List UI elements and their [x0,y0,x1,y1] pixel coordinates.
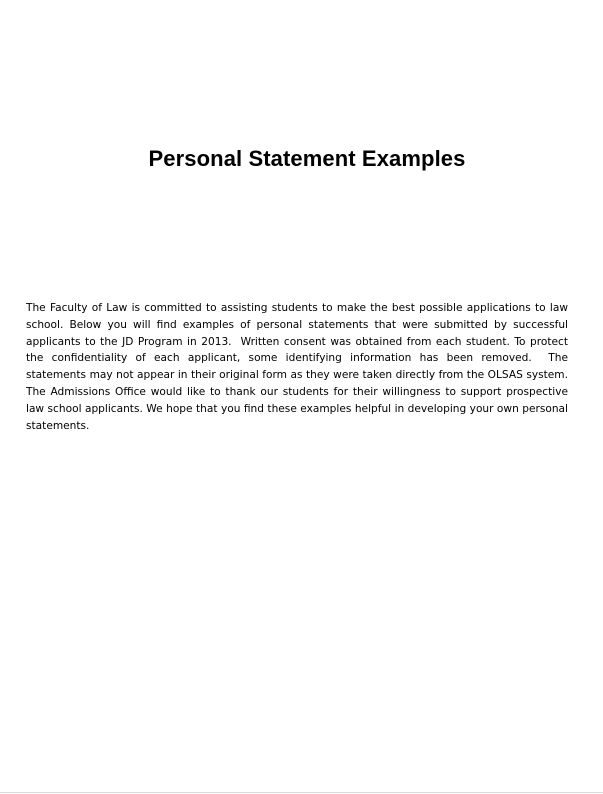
intro-paragraph: The Faculty of Law is committed to assisting students to make the best possible applications to law school. Below you will find examples of personal statements that were submitted by successful applicants to the JD Program in 2013. Written consent was obtained from each student. To protect the confidentiality of each applicant, some identifying information has been removed. The statements may not appear in their original form as they were taken directly from the OLSAS system. The Admissions Office would like to thank our students for their willingness to support prospective law school applicants. We hope that you find these examples helpful in developing your own personal statements. [26,302,572,432]
page-title: Personal Statement Examples [148,146,466,171]
